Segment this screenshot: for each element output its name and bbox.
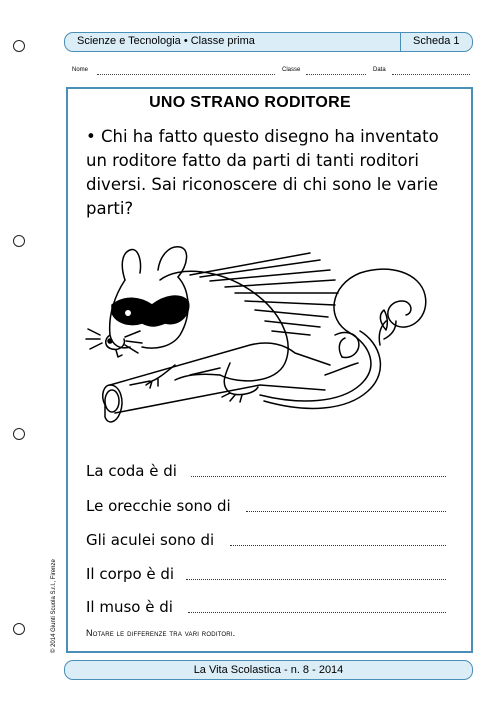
subject-label: Scienze e Tecnologia • Classe prima: [77, 35, 255, 47]
binder-hole: [13, 235, 25, 247]
question-label: Gli aculei sono di: [86, 531, 215, 549]
answer-line[interactable]: [246, 511, 446, 512]
worksheet-header: [64, 32, 473, 52]
answer-line[interactable]: [191, 476, 446, 477]
question-ears: [86, 497, 231, 515]
name-label: Nome: [72, 67, 89, 73]
header-divider: [400, 33, 401, 51]
answer-line[interactable]: [186, 579, 446, 580]
question-label: Il corpo è di: [86, 565, 175, 583]
class-field[interactable]: [306, 74, 366, 75]
question-quills: [86, 531, 214, 549]
date-label: Data: [373, 67, 386, 73]
name-field[interactable]: [97, 74, 275, 75]
answer-line[interactable]: [230, 545, 446, 546]
binder-hole: [13, 623, 25, 635]
question-body: [86, 565, 174, 583]
class-label: Classe: [282, 67, 301, 73]
binder-hole: [13, 428, 25, 440]
intro-text: • Chi ha fatto questo disegno ha inventato un roditore fatto da parti di tanti roditori diversi. Sai riconoscere di chi sono le varie parti?: [86, 127, 439, 218]
date-field[interactable]: [392, 74, 470, 75]
binder-hole: [13, 40, 25, 52]
question-label: La coda è di: [86, 462, 177, 480]
page-title: UNO STRANO RODITORE: [149, 94, 351, 111]
copyright-text: © 2014 Giunti Scuola S.r.l., Firenze: [51, 559, 57, 653]
answer-line[interactable]: [188, 612, 446, 613]
sheet-label: Scheda 1: [413, 35, 460, 47]
rodent-drawing: [80, 235, 455, 440]
question-tail: [86, 462, 177, 480]
teacher-note: Notare le differenze tra vari roditori.: [86, 628, 236, 638]
question-label: Le orecchie sono di: [86, 497, 231, 515]
question-snout: [86, 598, 173, 616]
magazine-footer: La Vita Scolastica - n. 8 - 2014: [64, 660, 473, 680]
question-label: Il muso è di: [86, 598, 173, 616]
